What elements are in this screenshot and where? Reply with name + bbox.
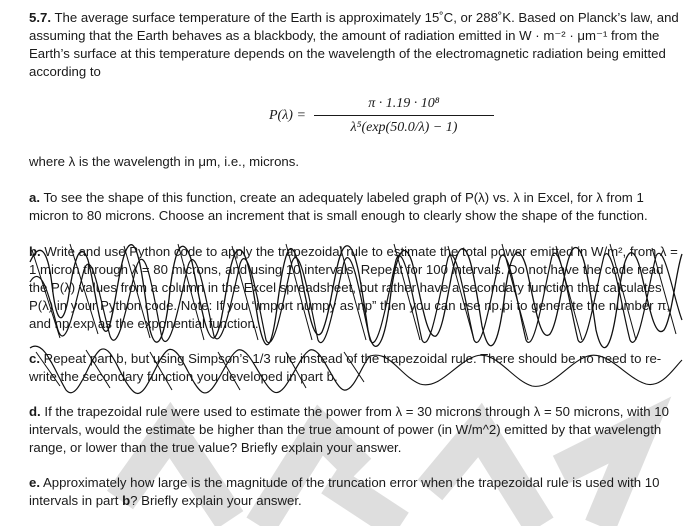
equation-lhs: P(λ) = [269,108,306,123]
part-e-bold-ref: b [122,493,131,508]
where-clause: where λ is the wavelength in μm, i.e., microns. [29,154,299,169]
part-d-text: If the trapezoidal rule were used to estimate the power from λ = 30 microns through λ = 50 microns, with 10 intervals, would the estimate be higher than the true amount of power (in W/m^2) emitted by that wavelength range, or lower than the true value? Briefly explain your answer. [29,404,669,455]
part-e-text-1: Approximately how large is the magnitude of the truncation error when the trapezoidal rule is used with 10 intervals in part [29,475,660,508]
part-e [29,474,681,510]
problem-intro [29,9,681,81]
problem-number: 5.7. [29,10,51,25]
part-e-label: e. [29,475,40,490]
part-c-text: Repeat part b, but using Simpson’s 1/3 rule instead of the trapezoidal rule. There should be no need to re-write the secondary function you developed in part b. [29,351,662,384]
part-c-label: c. [29,351,40,366]
part-d [29,403,681,457]
part-d-label: d. [29,404,41,419]
part-a-label: a. [29,190,40,205]
equation-denominator: λ⁵(exp(50.0/λ) − 1) [350,120,458,135]
part-c [29,350,681,386]
equation-numerator: π · 1.19 · 10⁸ [368,96,440,111]
part-b [29,243,681,333]
equation-fraction [314,95,494,137]
problem-intro-text: The average surface temperature of the Earth is approximately 15˚C, or 288˚K. Based on Planck’s law, and assuming that the Earth behaves as a blackbody, the amount of radiation emitted in W · m⁻² · μm⁻¹ from the Earth’s surface at this temperature depends on the wavelength of the electromagnetic radiation being emitted according to [29,10,679,79]
fraction-bar [314,115,494,116]
part-a [29,189,681,225]
part-e-text-2: ? Briefly explain your answer. [130,493,302,508]
part-b-label: b. [29,244,41,259]
part-b-text: Write and use Python code to apply the trapezoidal rule to estimate the total power emitted in W/m², from λ = 1 micron through λ = 80 microns, and using 10 intervals. Repeat for 100 intervals. Do not have the code read the P(λ) values from a column in the Excel spreadsheet, but rather have a secondary function that calculates P(λ) in your Python code. Note: If you “import numpy as np” then you can use np.pi to generate the number π, and np.exp as the exponential function. [29,244,678,331]
part-a-text: To see the shape of this function, create an adequately labeled graph of P(λ) vs. λ in Excel, for λ from 1 micron to 80 microns. Choose an increment that is small enough to clearly show the shape of the function. [29,190,648,223]
